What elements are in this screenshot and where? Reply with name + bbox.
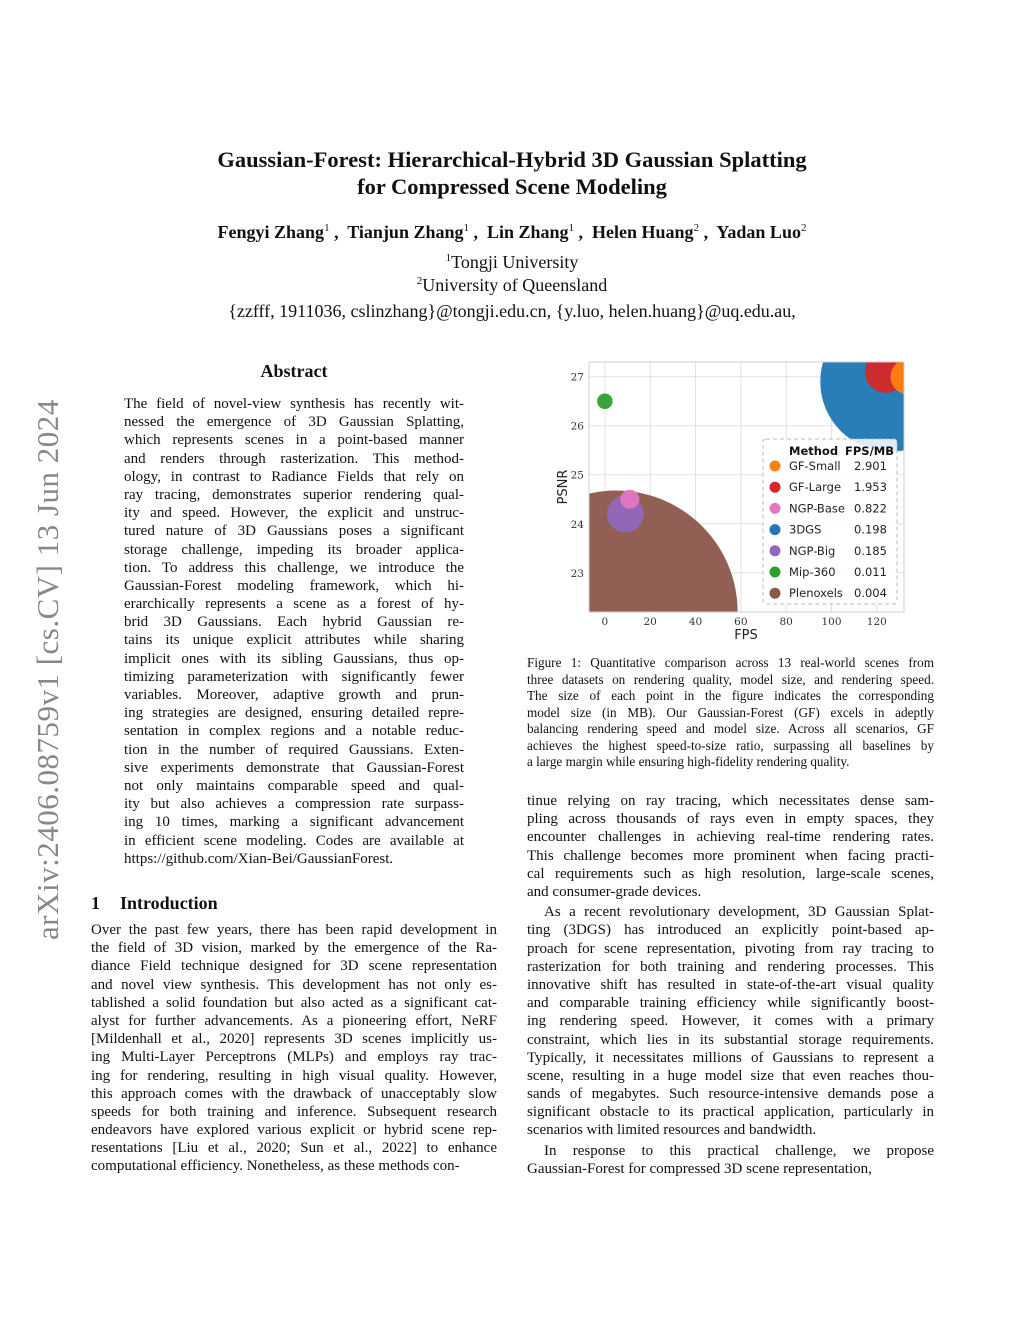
text-line: As a recent revolutionary development, 3D Gaussian Splat-	[544, 904, 934, 921]
author-affiliation-mark: 1	[463, 222, 469, 234]
x-tick-label: 120	[866, 616, 887, 628]
text-line: Figure 1: Quantitative comparison across 13 real-world scenes from	[527, 655, 934, 670]
figure-1-chart	[548, 354, 913, 646]
x-tick-label: 100	[821, 616, 842, 628]
text-line: sands of megabytes. Such resource-intensive demands pose a	[527, 1086, 934, 1103]
figure-caption	[527, 655, 934, 771]
bubble-ngp-base	[620, 490, 639, 509]
text-line: proach for scene representation, pivoting from ray tracing to	[527, 940, 934, 957]
text-line: achieves the highest speed-to-size ratio, surpassing all baselines by	[527, 737, 934, 753]
text-line: implicit ones with its sibling Gaussians, thus op-	[124, 650, 464, 667]
author-emails: {zzfff, 1911036, cslinzhang}@tongji.edu.cn, {y.luo, helen.huang}@uq.edu.au,	[228, 301, 796, 321]
body-paragraph	[527, 792, 934, 901]
text-line: alyst for further advancements. As a pioneering effort, NeRF	[91, 1012, 497, 1029]
paper-title	[0, 146, 1024, 200]
text-line: ray tracing, demonstrates superior rendering qual-	[124, 486, 464, 503]
text-line: diance Field technique designed for 3D scene representation	[91, 958, 497, 975]
author-name: Yadan Luo	[716, 222, 801, 242]
affiliation	[0, 275, 1024, 296]
author-name: Lin Zhang	[487, 222, 569, 242]
text-line: significant obstacle to its practical application, particularly in	[527, 1104, 934, 1121]
legend-fps-per-mb: 0.004	[854, 586, 887, 601]
author-affiliation-mark: 2	[800, 222, 807, 234]
body-paragraph	[527, 1142, 934, 1178]
text-line: and renders through rasterization. This method-	[124, 450, 464, 467]
text-line: variables. Moreover, adaptive growth and prun-	[124, 687, 464, 703]
text-line: tion. To address this challenge, we introduce the	[124, 559, 464, 576]
author-name: Helen Huang	[592, 222, 694, 242]
text-line: and novel view synthesis. This development has not only es-	[91, 976, 497, 993]
text-line: brid 3D Gaussians. Each hybrid Gaussian re-	[124, 614, 464, 631]
text-line: cal requirements such as high resolution, large-scale scenes,	[527, 865, 934, 882]
affiliation-number: 2	[416, 275, 423, 287]
text-line: three datasets on rendering quality, model size, and rendering speed.	[527, 671, 934, 687]
text-line: in efficient scene modeling. Codes are available at	[124, 832, 464, 849]
legend-method-name: GF-Small	[789, 459, 841, 473]
x-tick-label: 40	[688, 616, 703, 628]
text-line: Gaussian-Forest modeling framework, which hi-	[124, 577, 464, 594]
legend-marker	[770, 461, 781, 472]
x-axis-label: FPS	[734, 628, 758, 643]
y-axis-label: PSNR	[556, 469, 571, 505]
text-line: Gaussian-Forest for compressed 3D scene representation,	[527, 1160, 872, 1177]
author-affiliation-mark: 1	[568, 222, 575, 234]
legend-method-name: Mip-360	[789, 565, 836, 579]
text-line: https://github.com/Xian-Bei/GaussianForest.	[124, 850, 394, 867]
legend-marker	[770, 588, 781, 599]
body-paragraph	[527, 903, 934, 1139]
text-line: pling across thousands of rays even in empty spaces, they	[527, 811, 934, 828]
author-name: Tianjun Zhang	[347, 222, 464, 242]
text-line: ity but also achieves a compression rate surpass-	[124, 796, 464, 813]
text-line: and comparable training efficiency while significantly boost-	[527, 995, 934, 1012]
arxiv-identifier: arXiv:2406.08759v1 [cs.CV] 13 Jun 2024	[30, 399, 65, 940]
legend-method-name: GF-Large	[789, 480, 842, 495]
text-line: This challenge becomes more prominent when facing practi-	[527, 847, 934, 864]
text-line: ing for rendering, resulting in high visual quality. However,	[91, 1067, 497, 1084]
legend-header-fps-per-mb: FPS/MB	[845, 444, 894, 458]
text-line: The field of novel-view synthesis has recently wit-	[124, 396, 464, 412]
text-line: tion in the number of required Gaussians. Exten-	[124, 741, 464, 758]
text-line: a large margin while ensuring high-fidelity rendering quality.	[527, 754, 850, 769]
text-line: encounter challenges in achieving real-time rendering rates.	[527, 829, 934, 846]
y-tick-label: 24	[570, 518, 584, 531]
affiliation-name: University of Queensland	[422, 275, 608, 295]
text-line: [Mildenhall et al., 2020] represents 3D scenes implicitly us-	[91, 1031, 497, 1048]
text-line: scene, resulting in a huge model size that even reaches thou-	[527, 1067, 934, 1084]
text-line: not only maintains comparable speed and qual-	[124, 777, 464, 794]
y-tick-label: 23	[570, 567, 584, 580]
text-line: timizing parameterization with significantly fewer	[124, 668, 464, 685]
text-line: tains its unique explicit attributes while sharing	[124, 632, 464, 649]
legend-method-name: NGP-Big	[789, 543, 836, 558]
legend-fps-per-mb: 0.185	[854, 543, 887, 558]
affiliation-name: Tongji University	[451, 252, 579, 272]
y-tick-label: 27	[570, 371, 584, 384]
text-line: In response to this practical challenge, we propose	[544, 1142, 934, 1159]
text-line: sive experiments demonstrate that Gaussian-Forest	[124, 759, 464, 776]
text-line: balancing rendering speed and model size. Across all scenarios, GF	[527, 721, 934, 736]
abstract-heading: Abstract	[260, 361, 328, 381]
text-line: speeds for both training and inference. Subsequent research	[91, 1103, 497, 1120]
introduction-paragraph	[91, 921, 497, 1176]
legend-fps-per-mb: 0.198	[854, 522, 887, 537]
author-affiliation-mark: 2	[693, 222, 700, 234]
text-line: tablished a solid foundation but also acted as a significant cat-	[91, 994, 497, 1011]
section-title: Introduction	[120, 893, 218, 913]
y-tick-label: 25	[570, 469, 584, 482]
text-line: rasterization for both training and rendering processes. This	[527, 958, 934, 975]
legend-marker	[770, 524, 781, 535]
author-list: Fengyi Zhang$^1$ , Tianjun Zhang$^1$ , Lin Zhang$^1$ , Helen Huang$^2$ , Yadan Luo$^2$	[217, 222, 807, 242]
text-line: tinue relying on ray tracing, which necessitates dense sam-	[527, 793, 934, 809]
text-line: scenarios with limited resources and bandwidth.	[527, 1122, 817, 1139]
text-line: ing strategies are designed, ensuring detailed repre-	[124, 705, 464, 722]
bubble-mip-360	[597, 393, 613, 409]
legend-marker	[770, 545, 781, 556]
text-line: computational efficiency. Nonetheless, as these methods con-	[91, 1158, 460, 1175]
legend-method-name: 3DGS	[789, 522, 822, 537]
section-heading	[91, 893, 218, 914]
text-line: and consumer-grade devices.	[527, 883, 702, 900]
text-line: erarchically represents a scene as a forest of hy-	[124, 596, 464, 613]
legend-fps-per-mb: 1.953	[854, 480, 887, 495]
abstract-body	[124, 395, 464, 868]
text-line: ing Multi-Layer Perceptrons (MLPs) and employs ray trac-	[91, 1049, 497, 1066]
title-line: Gaussian-Forest: Hierarchical-Hybrid 3D Gaussian Splatting	[217, 147, 807, 172]
author-name: Fengyi Zhang	[217, 222, 325, 242]
legend-fps-per-mb: 0.822	[854, 501, 887, 516]
chart-legend	[763, 439, 897, 604]
text-line: ting (3DGS) has introduced an explicitly point-based ap-	[527, 922, 934, 939]
text-line: resentations [Liu et al., 2020; Sun et al., 2022] to enhance	[91, 1140, 497, 1157]
text-line: storage challenge, impeding its broader applica-	[124, 541, 464, 558]
legend-fps-per-mb: 2.901	[854, 459, 887, 473]
text-line: nessed the emergence of 3D Gaussian Splatting,	[124, 414, 464, 431]
text-line: The size of each point in the figure indicates the corresponding	[527, 688, 934, 703]
text-line: endeavors have explored various explicit or hybrid scene rep-	[91, 1122, 497, 1139]
text-line: which represents scenes in a point-based manner	[124, 432, 464, 449]
title-line: for Compressed Scene Modeling	[357, 174, 667, 199]
section-number: 1	[91, 893, 100, 913]
text-line: sentation in complex regions and a notable reduc-	[124, 723, 464, 740]
text-line: ing 10 times, marking a significant advancement	[124, 814, 464, 831]
x-tick-label: 20	[643, 616, 657, 628]
text-line: ing rendering speed. However, it comes with a primary	[527, 1013, 934, 1030]
legend-method-name: Plenoxels	[789, 586, 843, 601]
x-tick-label: 60	[734, 616, 748, 628]
author-affiliation-mark: 1	[324, 222, 330, 234]
legend-marker	[770, 567, 781, 578]
text-line: model size (in MB). Our Gaussian-Forest (GF) excels in adeptly	[527, 704, 934, 720]
text-line: ity and speed. However, the explicit and unstruc-	[124, 505, 464, 522]
text-line: innovative shift has resulted in state-of-the-art visual quality	[527, 976, 934, 993]
x-tick-label: 80	[779, 616, 793, 628]
x-tick-label: 0	[601, 616, 609, 628]
text-line: the field of 3D vision, marked by the emergence of the Ra-	[91, 940, 497, 957]
legend-method-name: NGP-Base	[789, 501, 845, 516]
legend-marker	[770, 503, 781, 514]
text-line: tured nature of 3D Gaussians poses a significant	[124, 523, 464, 540]
text-line: this approach comes with the drawback of unacceptably slow	[91, 1085, 497, 1102]
legend-marker	[770, 482, 781, 493]
legend-header-method: Method	[789, 444, 839, 458]
text-line: Typically, it necessitates millions of Gaussians to represent a	[527, 1049, 934, 1066]
affiliation	[0, 252, 1024, 273]
text-line: Over the past few years, there has been rapid development in	[91, 922, 497, 938]
y-tick-label: 26	[570, 420, 584, 433]
text-line: constraint, which lies in its substantial storage requirements.	[527, 1031, 934, 1048]
text-line: ology, in contrast to Radiance Fields that rely on	[124, 468, 464, 485]
affiliation-number: 1	[445, 252, 452, 264]
legend-fps-per-mb: 0.011	[854, 565, 887, 579]
